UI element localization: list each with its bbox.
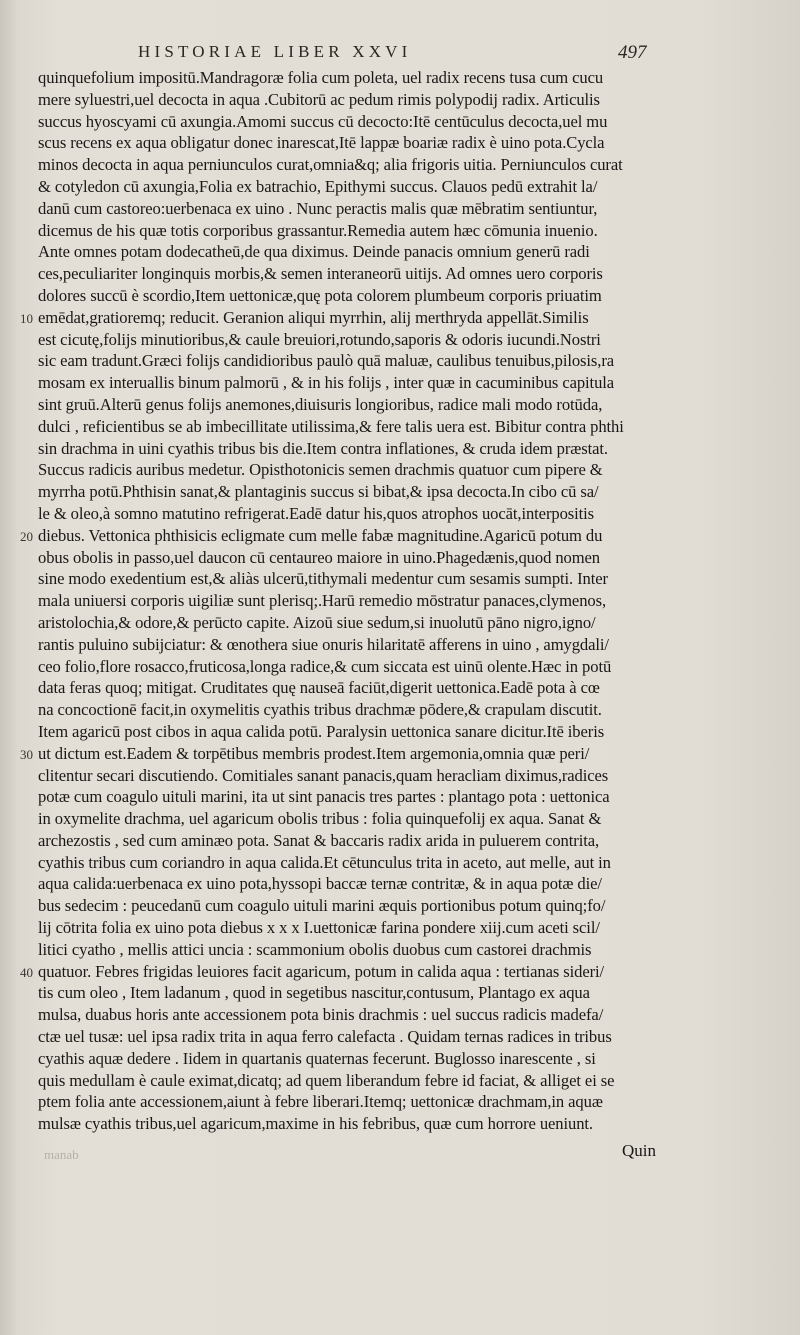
text-line: data feras quoq; mitigat. Cruditates quę nauseā faciūt,digerit uettonica.Eadē pota à cœ: [38, 678, 600, 698]
text-line: quis medullam è caule eximat,dicatq; ad quem liberandum febre id faciat, & alliget ei se: [38, 1070, 615, 1090]
faint-marginal-mark: manab: [44, 1147, 79, 1162]
text-line: ut dictum est.Eadem & torpētibus membris prodest.Item argemonia,omnia quæ peri/: [38, 743, 590, 763]
margin-line-number: 20: [20, 528, 33, 544]
text-line: aristolochia,& odore,& perūcto capite. Aizoū siue sedum,si inuolutū pāno nigro,igno/: [38, 612, 596, 632]
text-line: cyathis tribus cum coriandro in aqua calida.Et cētunculus trita in aceto, aut melle, aut in: [38, 852, 611, 872]
folio-number: 497: [618, 42, 647, 63]
text-line: bus sedecim : peucedanū cum coagulo uituli marini æquis portionibus potum quinq;fo/: [38, 896, 606, 916]
text-line: minos decocta in aqua perniunculos curat,omnia&q; alia frigoris uitia. Perniunculos curat: [38, 155, 623, 175]
text-line: rantis puluino subijciatur: & œnothera siue onuris hilaritatē afferens in uino , amygdali/: [38, 634, 609, 654]
text-line: scus recens ex aqua obligatur donec inarescat,Itē lappæ boariæ radix è uino pota.Cycla: [38, 133, 605, 153]
text-line: est cicutę,folijs minutioribus,& caule breuiori,rotundo,saporis & odoris iucundi.Nostri: [38, 329, 601, 349]
text-line: quinquefolium impositū.Mandragoræ folia cum poleta, uel radix recens tusa cum cucu: [38, 68, 604, 87]
text-line: Item agaricū post cibos in aqua calida potū. Paralysin uettonica sanare dicitur.Itē iberis: [38, 721, 605, 741]
text-line: na concoctionē facit,in oxymelitis cyathis tribus drachmæ pōdere,& crapulam discutit.: [38, 700, 602, 720]
text-line: dulci , reficientibus se ab imbecillitate utilissima,& fere talis uera est. Bibitur contra phthi: [38, 416, 624, 436]
margin-line-number: 10: [20, 310, 33, 326]
main-text-block: [38, 67, 682, 1135]
text-line: Ante omnes potam dodecatheū,de qua diximus. Deinde panacis omnium generū radi: [38, 242, 590, 262]
text-line: sin drachma in uini cyathis tribus bis die.Item contra inflationes, & cruda idem præstat.: [38, 438, 608, 458]
text-line: le & oleo,à somno matutino refrigerat.Eadē datur his,quos atrophos uocāt,interpositis: [38, 503, 595, 523]
text-line: sine modo exedentium est,& aliàs ulcerū,tithymali medentur cum sesamis sumpti. Inter: [38, 569, 608, 589]
text-line: ces,peculiariter longinquis morbis,& semen interaneorū uitijs. Ad omnes uero corporis: [38, 264, 603, 284]
text-line: myrrha potū.Phthisin sanat,& plantaginis succus si bibat,& ipsa decocta.In cibo cū sa/: [38, 482, 599, 502]
text-line: danū cum castoreo:uerbenaca ex uino . Nunc peractis malis quæ mēbratim sentiuntur,: [38, 198, 598, 218]
page-header: [0, 42, 800, 66]
text-line: mosam ex interuallis binum palmorū , & in his folijs , inter quæ in cacuminibus capitula: [38, 373, 615, 393]
text-line: sic eam tradunt.Græci folijs candidioribus paulò quā maluæ, caulibus tenuibus,pilosis,ra: [38, 351, 615, 371]
text-line: emēdat,gratioremq; reducit. Geranion aliqui myrrhin, alij merthryda appellāt.Similis: [38, 307, 589, 327]
text-line: litici cyatho , mellis attici uncia : scammonium obolis duobus cum castorei drachmis: [38, 939, 592, 959]
text-line: diebus. Vettonica phthisicis ecligmate cum melle fabæ magnitudine.Agaricū potum du: [38, 525, 603, 545]
text-line: quatuor. Febres frigidas leuiores facit agaricum, potum in calida aqua : tertianas sideri/: [38, 961, 605, 981]
text-line: tis cum oleo , Item ladanum , quod in segetibus nascitur,contusum, Plantago ex aqua: [38, 983, 590, 1003]
text-line: mala uniuersi corporis uigiliæ sunt plerisq;.Harū remedio mōstratur panaces,clymenos,: [38, 591, 606, 611]
text-line: mere syluestri,uel decocta in aqua .Cubitorū ac pedum rimis polypodij radix. Articulis: [38, 89, 600, 109]
text-line: mulsæ cyathis tribus,uel agaricum,maxime in his febribus, quæ cum horrore ueniunt.: [38, 1114, 593, 1134]
text-line: in oxymelite drachma, uel agaricum obolis tribus : folia quinquefolij ex aqua. Sanat &: [38, 809, 602, 829]
text-line: sint gruū.Alterū genus folijs anemones,diuisuris longioribus, radice mali modo rotūda,: [38, 394, 603, 414]
text-line: aqua calida:uerbenaca ex uino pota,hyssopi baccæ ternæ contritæ, & in aqua potæ die/: [38, 874, 602, 894]
text-line: potæ cum coagulo uituli marini, ita ut sint panacis tres partes : plantago pota : uettonica: [38, 787, 610, 807]
margin-line-number: 30: [20, 746, 33, 762]
text-line: cyathis aquæ dedere . Iidem in quartanis quaternas fecerunt. Buglosso inarescente , si: [38, 1048, 596, 1068]
text-line: clitentur secari discutiendo. Comitiales sanant panacis,quam heracliam diximus,radices: [38, 765, 609, 785]
text-line: ctæ uel tusæ: uel ipsa radix trita in aqua ferro calefacta . Quidam ternas radices in tribus: [38, 1027, 612, 1047]
text-line: obus obolis in passo,uel daucon cū centaureo maiore in uino.Phagedænis,quod nomen: [38, 547, 600, 567]
text-line: dolores succū è scordio,Item uettonicæ,quę pota colorem plumbeum corporis priuatim: [38, 285, 602, 305]
text-line: mulsa, duabus horis ante accessionem pota binis drachmis : uel succus radicis madefa/: [38, 1005, 604, 1025]
text-line: & cotyledon cū axungia,Folia ex batrachio, Epithymi succus. Clauos pedū extrahit la/: [38, 176, 598, 196]
running-title: HISTORIAE LIBER XXVI: [138, 42, 412, 61]
margin-line-number: 40: [20, 964, 33, 980]
text-line: archezostis , sed cum aminæo pota. Sanat & baccaris radix arida in puluerem contrita,: [38, 830, 600, 850]
text-line: lij cōtrita folia ex uino pota diebus x x x I.uettonicæ farina pondere xiij.cum aceti scil/: [38, 918, 600, 938]
text-line: dicemus de his quæ totis corporibus grassantur.Remedia autem hæc cōmunia inuenio.: [38, 220, 598, 240]
text-line: succus hyoscyami cū axungia.Amomi succus cū decocto:Itē centūculus decocta,uel mu: [38, 111, 608, 131]
text-line: Succus radicis auribus medetur. Opisthotonicis semen drachmis quatuor cum pipere &: [38, 460, 603, 480]
catchword: Quin: [622, 1141, 656, 1160]
text-line: ptem folia ante accessionem,aiunt à febre liberari.Itemq; uettonicæ drachmam,in aquæ: [38, 1092, 603, 1112]
text-line: ceo folio,flore rosacco,fruticosa,longa radice,& cum siccata est uinū olente.Hæc in potū: [38, 656, 612, 676]
